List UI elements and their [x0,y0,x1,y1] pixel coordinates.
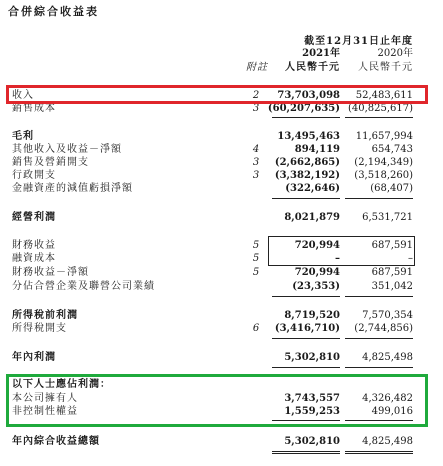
row-2021-total-comprehensive-income: 5,302,810 [284,436,340,447]
row-2020-impairment: (68,407) [370,183,413,194]
row-note-income-tax: 6 [252,323,260,334]
row-2020-finance-costs: – [408,253,413,264]
row-2021-profit-for-year: 5,302,810 [284,352,340,363]
row-label-income-tax: 所得稅開支 [12,323,67,334]
row-2021-non-controlling: 1,559,253 [284,406,340,417]
row-2021-income-tax: (3,416,710) [274,323,340,334]
row-2020-revenue: 52,483,611 [355,90,413,101]
subtotal-rule-2021 [272,117,340,118]
row-note-selling-expenses: 3 [252,157,260,168]
subtotal-rule-2020 [345,296,413,297]
row-2020-non-controlling: 499,016 [371,406,413,417]
row-note-admin-expenses: 3 [252,170,260,181]
unit-2020-header: 人民幣千元 [358,62,413,73]
row-label-selling-expenses: 銷售及營銷開支 [12,157,89,168]
row-label-admin-expenses: 行政開支 [12,170,56,181]
row-label-profit-before-tax: 所得稅前利潤 [12,310,78,321]
subtotal-rule-2021 [272,338,340,339]
year-2020-header: 2020年 [377,48,413,59]
row-2021-cost-of-sales: (60,207,635) [267,103,340,114]
row-label-revenue: 收入 [12,90,34,101]
row-2021-owners: 3,743,557 [284,393,340,404]
row-2021-finance-income: 720,994 [294,240,340,251]
revenue-highlight-box [6,85,428,104]
row-note-cost-of-sales: 3 [252,103,260,114]
row-2020-finance-income: 687,591 [371,240,413,251]
subtotal-rule-2020 [345,198,413,199]
row-label-operating-profit: 經營利潤 [12,212,56,223]
subtotal-rule-2020 [345,117,413,118]
attributable-highlight-box [6,374,428,427]
total-rule-2021 [272,367,340,368]
subtotal-rule-2021 [272,198,340,199]
row-label-gross-profit: 毛利 [12,131,34,142]
row-label-owners: 本公司擁有人 [12,393,78,404]
row-2021-finance-net: 720,994 [294,267,340,278]
row-2020-other-income: 654,743 [371,144,413,155]
row-note-other-income: 4 [252,144,260,155]
row-2021-revenue: 73,703,098 [277,90,340,101]
row-2021-share-of-results: (23,353) [292,281,340,292]
row-2021-other-income: 894,119 [294,144,340,155]
row-2020-total-comprehensive-income: 4,825,498 [362,436,413,447]
row-label-total-comprehensive-income: 年內綜合收益總額 [12,436,100,447]
row-label-finance-costs: 融資成本 [12,253,56,264]
row-2020-profit-before-tax: 7,570,354 [362,310,413,321]
row-2021-profit-before-tax: 8,719,520 [284,310,340,321]
row-label-share-of-results: 分佔合營企業及聯營公司業績 [12,281,155,292]
row-2020-operating-profit: 6,531,721 [362,212,413,223]
notes-header: 附註 [246,62,268,73]
subtotal-rule-2020 [345,338,413,339]
row-2020-share-of-results: 351,042 [371,281,413,292]
row-label-cost-of-sales: 銷售成本 [12,103,56,114]
row-label-other-income: 其他收入及收益－淨額 [12,144,122,155]
row-2021-impairment: (322,646) [285,183,340,194]
total-double-rule-2021 [272,453,340,454]
row-label-finance-income: 財務收益 [12,240,56,251]
row-2020-admin-expenses: (3,518,260) [354,170,413,181]
total-rule-2021 [272,451,340,452]
row-2020-owners: 4,326,482 [362,393,413,404]
row-2021-gross-profit: 13,495,463 [277,131,340,142]
row-2020-finance-net: 687,591 [371,267,413,278]
row-note-revenue: 2 [252,90,260,101]
row-2020-gross-profit: 11,657,994 [355,131,413,142]
row-2020-income-tax: (2,744,856) [354,323,413,334]
row-label-profit-for-year: 年內利潤 [12,352,56,363]
statement-title: 合併綜合收益表 [8,5,99,18]
row-note-finance-costs: 5 [252,253,260,264]
row-label-finance-net: 財務收益－淨額 [12,267,89,278]
row-2021-admin-expenses: (3,382,192) [274,170,340,181]
row-2021-finance-costs: – [335,253,340,264]
row-note-finance-income: 5 [252,240,260,251]
row-2020-profit-for-year: 4,825,498 [362,352,413,363]
row-2020-selling-expenses: (2,194,349) [354,157,413,168]
row-note-finance-net: 5 [252,267,260,278]
row-label-impairment: 金融資產的減值虧損淨額 [12,183,133,194]
total-double-rule-2020 [345,453,413,454]
row-2021-selling-expenses: (2,662,865) [274,157,340,168]
row-label-attributable-to: 以下人士應佔利潤： [12,379,111,390]
period-header: 截至12月31日止年度 [304,36,413,47]
subtotal-rule-2021 [272,296,340,297]
total-rule-2020 [345,367,413,368]
total-rule-2020 [345,451,413,452]
unit-2021-header: 人民幣千元 [285,62,340,73]
year-2021-header: 2021年 [302,48,340,59]
row-label-non-controlling: 非控制性權益 [12,406,78,417]
row-2020-cost-of-sales: (40,825,617) [347,103,413,114]
row-2021-operating-profit: 8,021,879 [284,212,340,223]
